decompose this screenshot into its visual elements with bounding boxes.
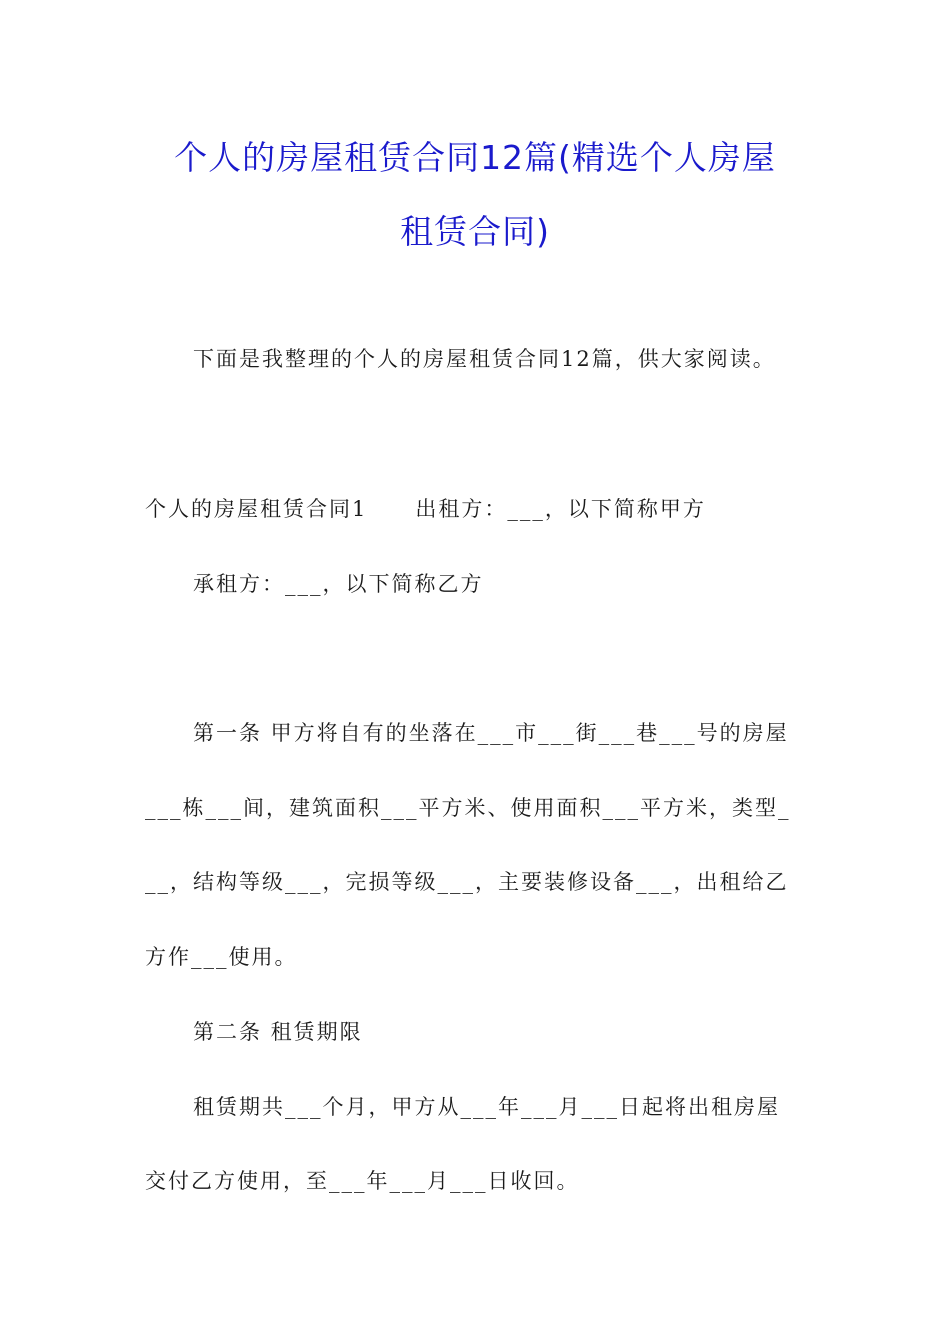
- contract-heading-row: [145, 494, 810, 524]
- article-1-line-2: ___栋___间，建筑面积___平方米、使用面积___平方米，类型_: [145, 796, 791, 820]
- article-2-heading: 第二条 租赁期限: [193, 1020, 363, 1044]
- section-heading: 个人的房屋租赁合同1: [145, 497, 368, 521]
- article-2-line-2: 交付乙方使用，至___年___月___日收回。: [145, 1169, 580, 1193]
- lessor-line: 出租方：___，以下简称甲方: [415, 497, 706, 521]
- article-1-line-1: 第一条 甲方将自有的坐落在___市___街___巷___号的房屋: [193, 721, 789, 745]
- article-1-line-4: 方作___使用。: [145, 945, 298, 969]
- article-1-line-3: __，结构等级___，完损等级___，主要装修设备___，出租给乙: [145, 870, 789, 894]
- lessee-line: 承租方：___，以下简称乙方: [193, 572, 484, 596]
- intro-paragraph: 下面是我整理的个人的房屋租赁合同12篇，供大家阅读。: [193, 347, 776, 371]
- document-title-line-2: 租赁合同): [400, 212, 550, 251]
- article-2-line-1: 租赁期共___个月，甲方从___年___月___日起将出租房屋: [193, 1095, 780, 1119]
- document-title-line-1: 个人的房屋租赁合同12篇(精选个人房屋: [174, 138, 776, 177]
